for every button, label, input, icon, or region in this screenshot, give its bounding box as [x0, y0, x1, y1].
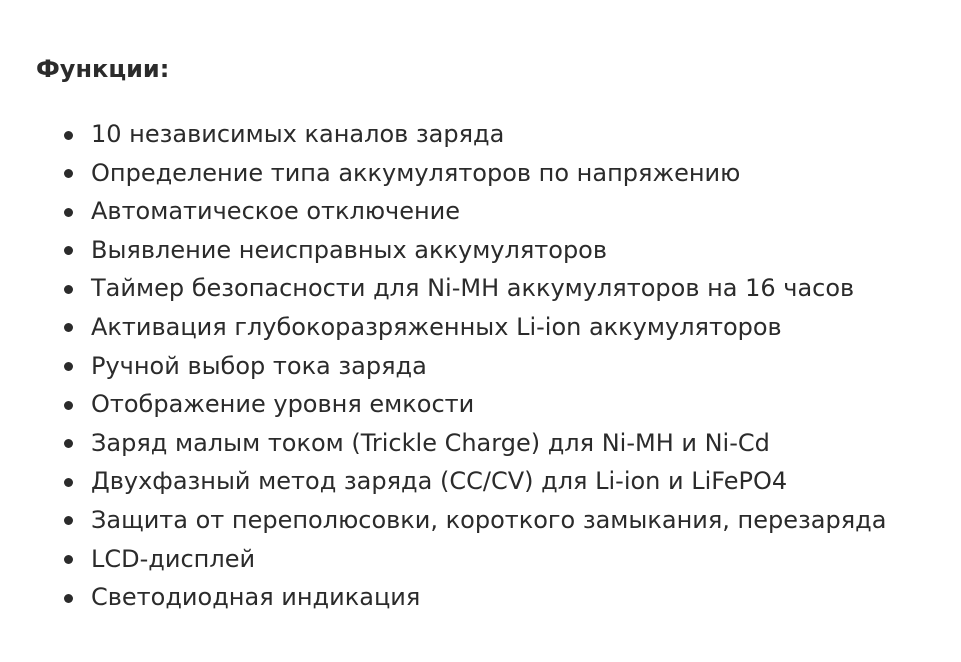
feature-text: Выявление неисправных аккумуляторов — [91, 235, 607, 264]
feature-text: Двухфазный метод заряда (CC/CV) для Li-ion и LiFePO4 — [91, 467, 788, 496]
feature-text: Активация глубокоразряженных Li-ion аккумуляторов — [91, 312, 782, 341]
feature-text: 10 независимых каналов заряда — [91, 120, 505, 148]
features-list — [0, 115, 886, 617]
feature-item — [0, 347, 886, 386]
bullet-icon — [64, 594, 73, 603]
bullet-icon — [64, 478, 73, 487]
feature-item — [0, 269, 886, 308]
feature-text: Светодиодная индикация — [91, 583, 421, 612]
feature-item — [0, 192, 886, 231]
bullet-icon — [64, 323, 73, 332]
feature-text: Определение типа аккумуляторов по напряжению — [91, 158, 741, 187]
bullet-icon — [64, 401, 73, 410]
feature-item — [0, 424, 886, 463]
feature-item — [0, 501, 886, 540]
bullet-icon — [64, 516, 73, 525]
feature-item — [0, 462, 886, 501]
bullet-icon — [64, 362, 73, 371]
bullet-icon — [64, 285, 73, 294]
bullet-icon — [64, 439, 73, 448]
bullet-icon — [64, 246, 73, 255]
feature-text: Таймер безопасности для Ni-MH аккумуляторов на 16 часов — [91, 274, 855, 303]
feature-item — [0, 231, 886, 270]
feature-item — [0, 385, 886, 424]
feature-text: Ручной выбор тока заряда — [91, 351, 427, 380]
feature-text: Автоматическое отключение — [91, 197, 461, 226]
bullet-icon — [64, 131, 73, 140]
feature-item — [0, 154, 886, 193]
feature-item — [0, 540, 886, 579]
bullet-icon — [64, 208, 73, 217]
bullet-icon — [64, 555, 73, 564]
feature-text: Заряд малым током (Trickle Charge) для Ni-MH и Ni-Cd — [91, 428, 770, 457]
feature-item — [0, 308, 886, 347]
feature-item — [0, 115, 886, 154]
feature-text: Отображение уровня емкости — [91, 390, 475, 419]
section-heading: Функции: — [36, 55, 170, 83]
feature-item — [0, 578, 886, 617]
feature-text: Защита от переполюсовки, короткого замыкания, перезаряда — [91, 505, 887, 534]
bullet-icon — [64, 169, 73, 178]
feature-text: LCD-дисплей — [91, 544, 256, 573]
